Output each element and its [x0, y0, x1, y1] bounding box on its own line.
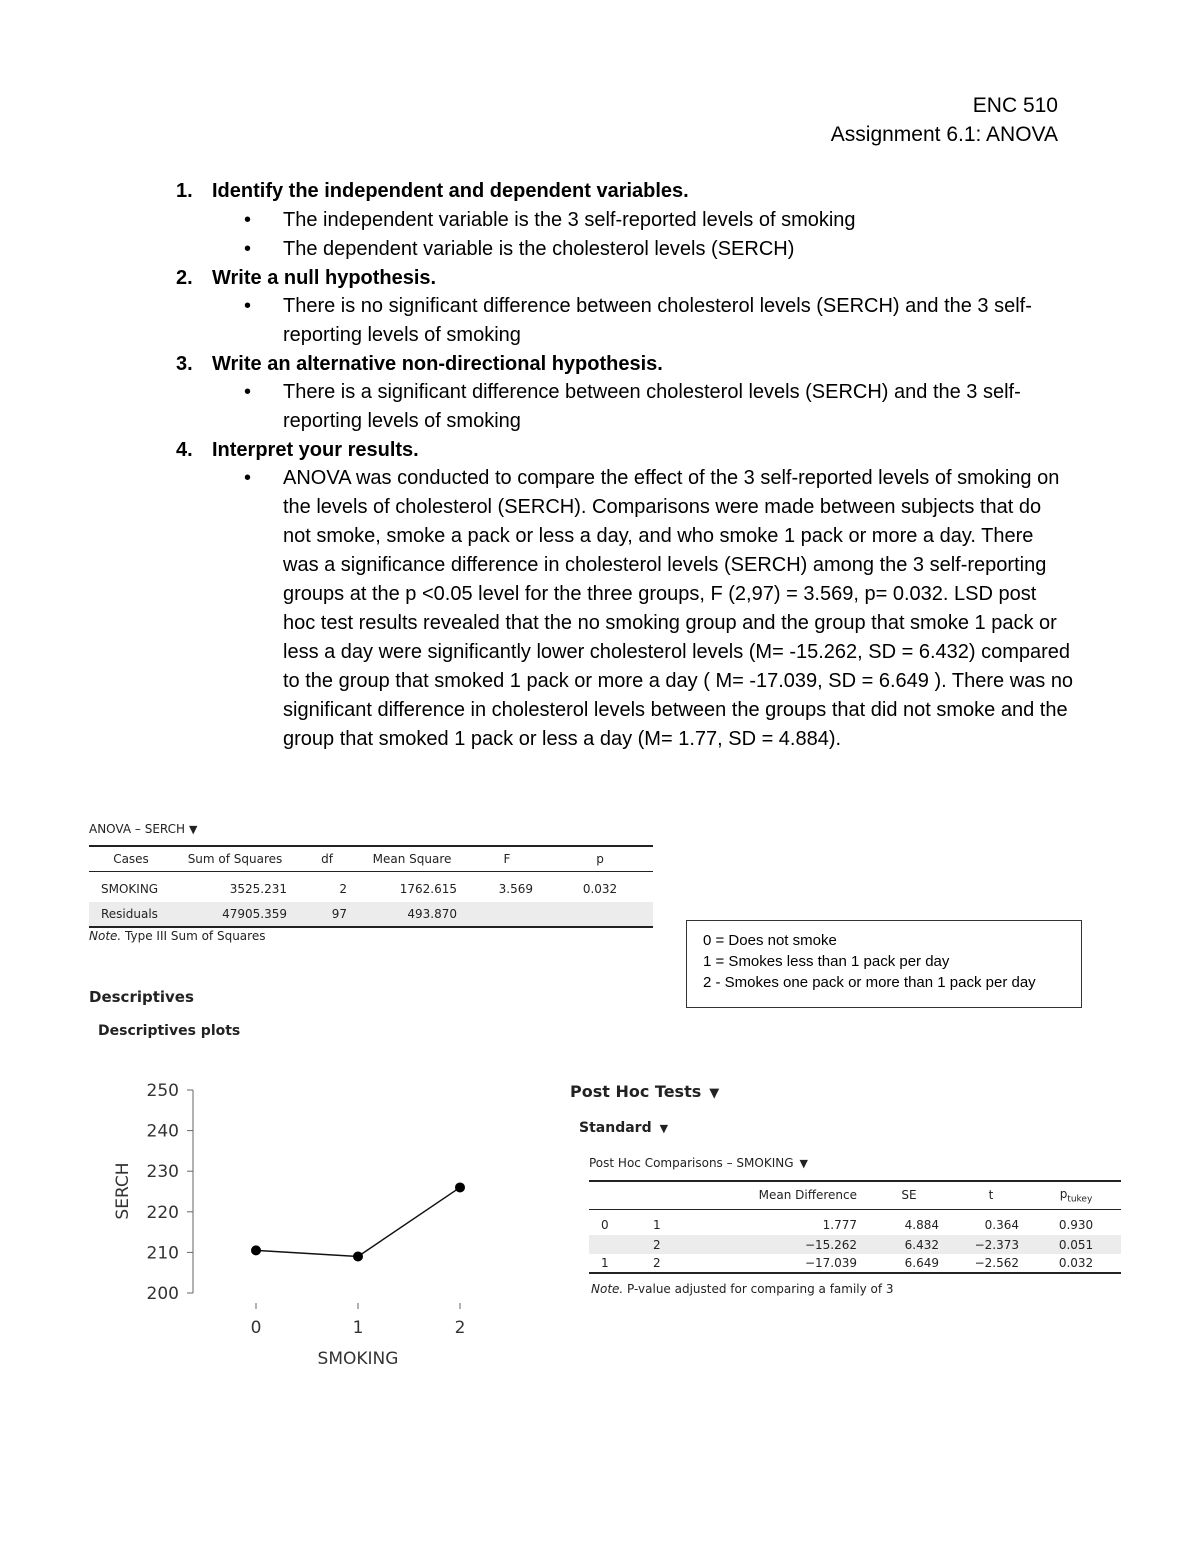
- data-point-2: [455, 1182, 465, 1192]
- table-row: Residuals 47905.359 97 493.870: [89, 902, 653, 927]
- standard-heading: Standard ▼: [579, 1120, 669, 1136]
- descriptives-heading: Descriptives: [89, 988, 194, 1006]
- dropdown-triangle-icon[interactable]: ▼: [659, 1122, 669, 1135]
- x-tick-label: 0: [250, 1318, 262, 1338]
- anova-table: [89, 845, 653, 928]
- posthoc-heading: Post Hoc Tests ▼: [570, 1082, 720, 1101]
- x-axis-label: SMOKING: [317, 1349, 399, 1369]
- y-tick-label: 200: [146, 1284, 179, 1304]
- anova-note: Note. Type III Sum of Squares: [89, 929, 266, 943]
- legend-line-0: 0 = Does not smoke: [703, 932, 837, 949]
- x-axis: [251, 1303, 466, 1338]
- bullet-1-1: • The independent variable is the 3 self-reported levels of smoking: [244, 209, 856, 231]
- y-tick-label: 240: [146, 1121, 179, 1142]
- bullet-4-1: • ANOVA was conducted to compare the effect of the 3 self-reported levels of smoking on the levels of cholesterol (SERCH). Comparisons were made between subjects that do not smoke, smoke a pack or less a day, and who smoke 1 pack or more a day. There was a significance difference in cholesterol levels (SERCH) among the 3 self-reporting groups at the p <0.05 level for the three groups, F (2,97) = 3.569, p= 0.032. LSD post hoc test results revealed that the no smoking group and the group that smoke 1 pack or less a day were significantly lower cholesterol levels (M= -15.262, SD = 6.432) compared to the group that smoked 1 pack or more a day ( M= -17.039, SD = 6.649 ). There was no significant difference in cholesterol levels between the groups that did not smoke and the group that smoked 1 pack or less a day (M= 1.77, SD = 4.884).: [244, 467, 1074, 750]
- y-tick-label: 220: [146, 1202, 179, 1223]
- posthoc-col-mean-diff: Mean Difference: [758, 1188, 857, 1203]
- anova-col-p: p: [596, 852, 604, 866]
- bullet-2-1: • There is no significant difference between cholesterol levels (SERCH) and the 3 self-reporting levels of smoking: [244, 295, 1032, 346]
- course-code: ENC 510: [972, 94, 1058, 117]
- data-point-1: [353, 1251, 363, 1261]
- descriptives-plot: [100, 1070, 500, 1380]
- dropdown-triangle-icon[interactable]: ▼: [189, 823, 198, 836]
- question-3: 3. Write an alternative non-directional hypothesis.: [176, 353, 663, 375]
- series-path: [256, 1187, 460, 1256]
- question-1-text: Identify the independent and dependent variables.: [212, 180, 689, 202]
- data-point-0: [251, 1245, 261, 1255]
- posthoc-col-t: t: [988, 1188, 994, 1203]
- anova-col-df: df: [321, 852, 333, 866]
- y-tick-label: 230: [146, 1162, 179, 1183]
- question-2-text: Write a null hypothesis.: [212, 267, 437, 289]
- x-tick-label: 2: [454, 1318, 466, 1338]
- posthoc-note: Note. P-value adjusted for comparing a family of 3: [591, 1282, 894, 1296]
- question-1: 1. Identify the independent and dependent variables.: [176, 180, 689, 202]
- dropdown-triangle-icon[interactable]: ▼: [709, 1086, 720, 1101]
- anova-col-cases: Cases: [113, 852, 149, 866]
- table-row: 1 2 −17.039 6.649 −2.562 0.032: [589, 1254, 1121, 1273]
- y-tick-label: 250: [146, 1081, 179, 1101]
- bullet-1-2: • The dependent variable is the cholesterol levels (SERCH): [244, 238, 795, 260]
- y-axis-label: SERCH: [113, 1162, 133, 1220]
- bullet-3-1: • There is a significant difference between cholesterol levels (SERCH) and the 3 self-reporting levels of smoking: [244, 381, 1021, 432]
- question-3-text: Write an alternative non-directional hypothesis.: [212, 353, 663, 375]
- anova-col-ms: Mean Square: [372, 852, 452, 866]
- posthoc-col-se: SE: [901, 1188, 917, 1203]
- y-tick-label: 210: [146, 1243, 179, 1264]
- legend-line-1: 1 = Smokes less than 1 pack per day: [703, 953, 950, 970]
- x-tick-label: 1: [352, 1318, 364, 1338]
- anova-header-row: [89, 846, 653, 872]
- smoking-legend-box: [686, 920, 1082, 1008]
- question-4-text: Interpret your results.: [212, 439, 419, 461]
- legend-line-2: 2 - Smokes one pack or more than 1 pack per day: [703, 974, 1036, 991]
- table-row: SMOKING 3525.231 2 1762.615 3.569 0.032: [101, 881, 618, 896]
- posthoc-table-title: Post Hoc Comparisons – SMOKING ▼: [589, 1156, 808, 1170]
- descriptives-plots-heading: Descriptives plots: [98, 1023, 241, 1039]
- anova-col-f: F: [503, 852, 511, 866]
- posthoc-col-p-tukey: $p_{tukey}$: [1059, 1186, 1093, 1204]
- anova-table-title: ANOVA – SERCH ▼: [89, 822, 198, 836]
- question-2: 2. Write a null hypothesis.: [176, 267, 437, 289]
- posthoc-table: [589, 1180, 1121, 1274]
- assignment-title: Assignment 6.1: ANOVA: [830, 123, 1058, 146]
- question-4: 4. Interpret your results.: [176, 439, 419, 461]
- y-axis: [147, 1081, 193, 1304]
- anova-col-ss: Sum of Squares: [187, 852, 283, 866]
- dropdown-triangle-icon[interactable]: ▼: [799, 1157, 808, 1170]
- table-row: 2 −15.262 6.432 −2.373 0.051: [589, 1235, 1121, 1254]
- posthoc-header-row: [589, 1181, 1121, 1209]
- table-row: 0 1 1.777 4.884 0.364 0.930: [601, 1218, 1094, 1233]
- series-line: [251, 1182, 465, 1261]
